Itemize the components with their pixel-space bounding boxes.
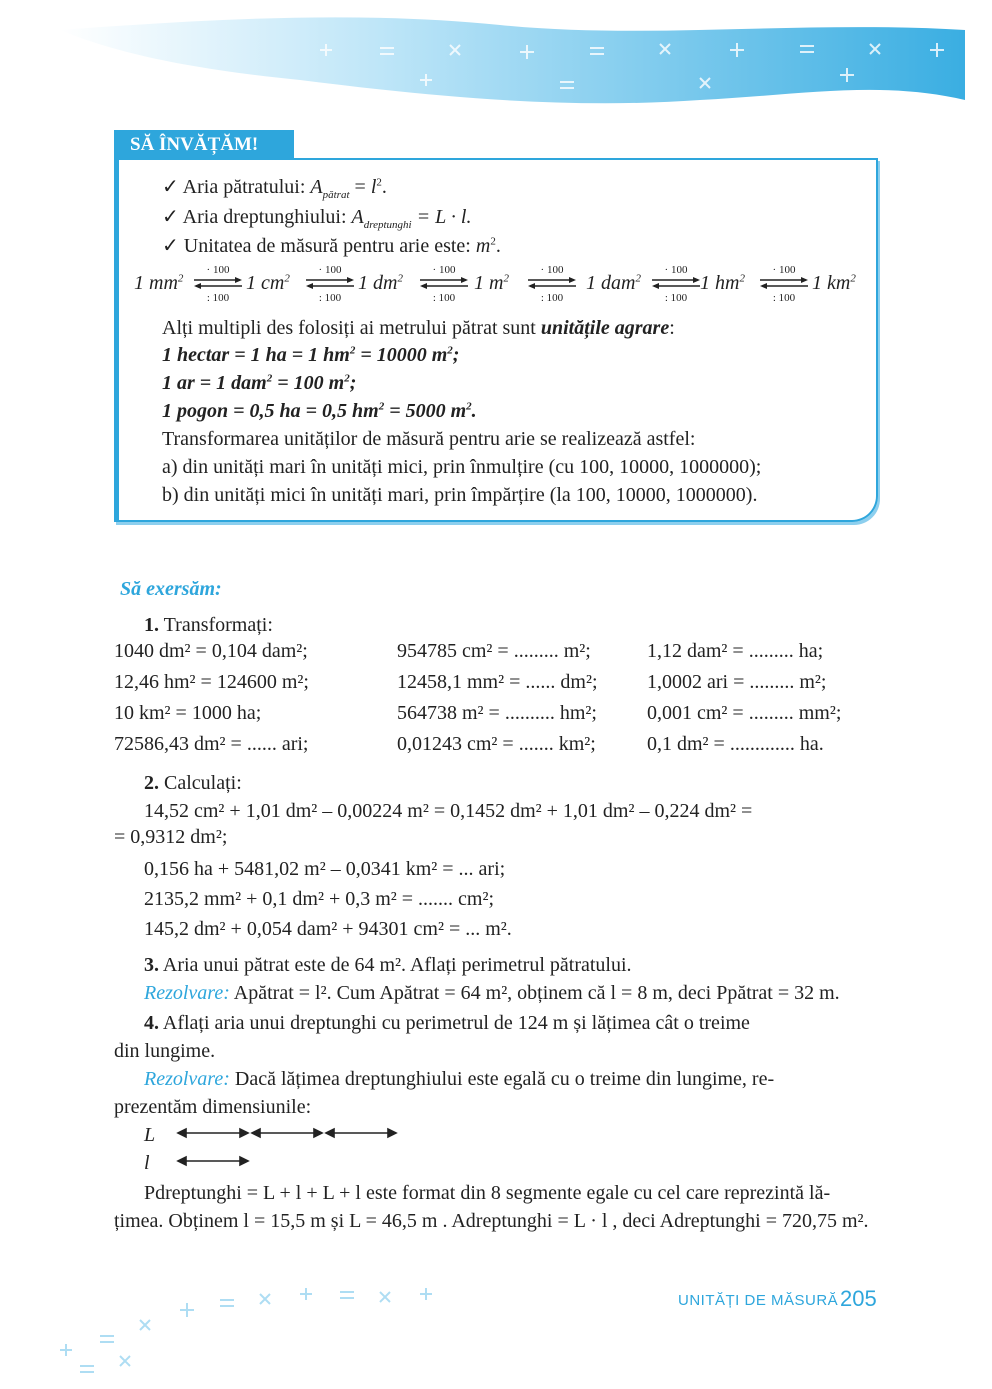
segment-label-L: L (144, 1124, 156, 1146)
check-area-square: ✓ Aria pătratului: $A_{pătrat} = l^2$. (162, 176, 387, 201)
double-arrow-icon (192, 277, 244, 289)
conversion-arrows: · 100 : 100 (650, 264, 702, 308)
double-arrow-icon (526, 277, 578, 289)
transform-rule-a: a) din unități mari în unități mici, prin înmulțire (cu 100, 10000, 1000000); (162, 456, 762, 478)
conversion-arrows: · 100 : 100 (758, 264, 810, 308)
unit-mm2: 1 $mm^2$ (134, 272, 184, 294)
unit-hm2: 1 $hm^2$ (700, 272, 745, 294)
unit-dam2: 1 dam$^2$ (586, 272, 641, 294)
page-number: 205 (840, 1286, 877, 1311)
exercise-2-title: 2. Calculați: (144, 772, 242, 794)
table-row: 1040 dm² = 0,104 dam²; 954785 cm² = ......... m²; 1,12 dam² = ......... ha; (114, 640, 824, 662)
conversion-arrows: · 100 : 100 (304, 264, 356, 308)
exercise-4-title: 4. Aflați aria unui dreptunghi cu perimetrul de 124 m și lățimea cât o treime (144, 1012, 750, 1034)
exercise-2-line: 2135,2 mm² + 0,1 dm² + 0,3 m² = ....... cm²; (144, 888, 495, 910)
perimeter-line: Pdreptunghi = L + l + L + l este format din 8 segmente egale cu cel care reprezintă lă- (144, 1182, 831, 1204)
segments-width-diagram (176, 1154, 252, 1168)
check-area-unit: ✓ Unitatea de măsură pentru arie este: $m^2$. (162, 235, 501, 257)
exercise-4-title-cont: din lungime. (114, 1040, 216, 1062)
footer-wave-decoration (0, 1270, 500, 1389)
segment-label-l: l (144, 1152, 150, 1174)
unit-cm2: 1 $cm^2$ (246, 272, 290, 294)
exercise-2-line: 0,156 ha + 5481,02 m² – 0,0341 km² = ... ari; (144, 858, 506, 880)
exercise-2-line: 14,52 cm² + 1,01 dm² – 0,00224 m² = 0,1452 dm² + 1,01 dm² – 0,224 dm² = (144, 800, 753, 822)
unit-m2: 1 $m^2$ (474, 272, 509, 294)
hectar-definition: 1 hectar = 1 ha = 1 $hm^2 = 10000$ $m^2$; (162, 344, 460, 366)
exercise-2-line: = 0,9312 dm²; (114, 826, 228, 848)
table-row: 72586,43 dm² = ...... ari; 0,01243 cm² = ....... km²; 0,1 dm² = ............. ha. (114, 733, 824, 755)
unit-km2: 1 $km^2$ (812, 272, 856, 294)
exercise-4-solution-cont: prezentăm dimensiunile: (114, 1096, 312, 1118)
double-arrow-icon (758, 277, 810, 289)
check-icon: ✓ (162, 176, 179, 198)
check-area-rectangle: ✓ Aria dreptunghiului: $A_{dreptunghi} = L \cdot l$. (162, 206, 472, 231)
header-wave-decoration (0, 0, 992, 120)
conversion-arrows: · 100 : 100 (526, 264, 578, 308)
double-arrow-icon (304, 277, 356, 289)
table-row: 10 km² = 1000 ha; 564738 m² = .......... hm²; 0,001 cm² = ......... mm²; (114, 702, 842, 724)
exercise-1-title: 1. Transformați: (144, 614, 273, 636)
conversion-arrows: · 100 : 100 (418, 264, 470, 308)
exercise-1-table (114, 636, 841, 760)
transform-rule-b: b) din unități mici în unități mari, prin împărțire (la 100, 10000, 1000000). (162, 484, 758, 506)
double-arrow-icon (418, 277, 470, 289)
exercise-4-solution: Rezolvare: Dacă lățimea dreptunghiului este egală cu o treime din lungime, re- (144, 1068, 775, 1090)
perimeter-line-cont: țimea. Obținem l = 15,5 m și L = 46,5 m . Adreptunghi = L · l , deci Adreptunghi = 720,75 m². (114, 1210, 869, 1232)
ar-definition: 1 ar = 1 dam$^2$ = 100 $m^2$; (162, 372, 357, 394)
segments-length-diagram (176, 1126, 402, 1140)
learn-tag: SĂ ÎNVĂȚĂM! (114, 130, 294, 160)
double-arrow-icon (650, 277, 702, 289)
pogon-definition: 1 pogon = 0,5 ha = 0,5 $hm^2 = 5000$ $m^2$. (162, 400, 477, 422)
check-icon: ✓ (162, 235, 179, 257)
transform-rule: Transformarea unităților de măsură pentru arie se realizează astfel: (162, 428, 696, 450)
exercise-3-title: 3. Aria unui pătrat este de 64 m². Aflați perimetrul pătratului. (144, 954, 632, 976)
footer-chapter-title: UNITĂȚI DE MĂSURĂ (678, 1292, 839, 1309)
agrarian-units-intro: Alți multipli des folosiți ai metrului pătrat sunt unitățile agrare: (162, 317, 675, 339)
exercise-3-solution: Rezolvare: Apătrat = l². Cum Apătrat = 64 m², obținem că l = 8 m, deci Ppătrat = 32 m. (144, 982, 840, 1004)
exercise-2-line: 145,2 dm² + 0,054 dam² + 94301 cm² = ... m². (144, 918, 512, 940)
exercise-heading: Să exersăm: (120, 578, 222, 600)
unit-dm2: 1 $dm^2$ (358, 272, 403, 294)
check-icon: ✓ (162, 206, 179, 228)
table-row: 12,46 hm² = 124600 m²; 12458,1 mm² = ...... dm²; 1,0002 ari = ......... m²; (114, 671, 827, 693)
conversion-arrows: · 100 : 100 (192, 264, 244, 308)
